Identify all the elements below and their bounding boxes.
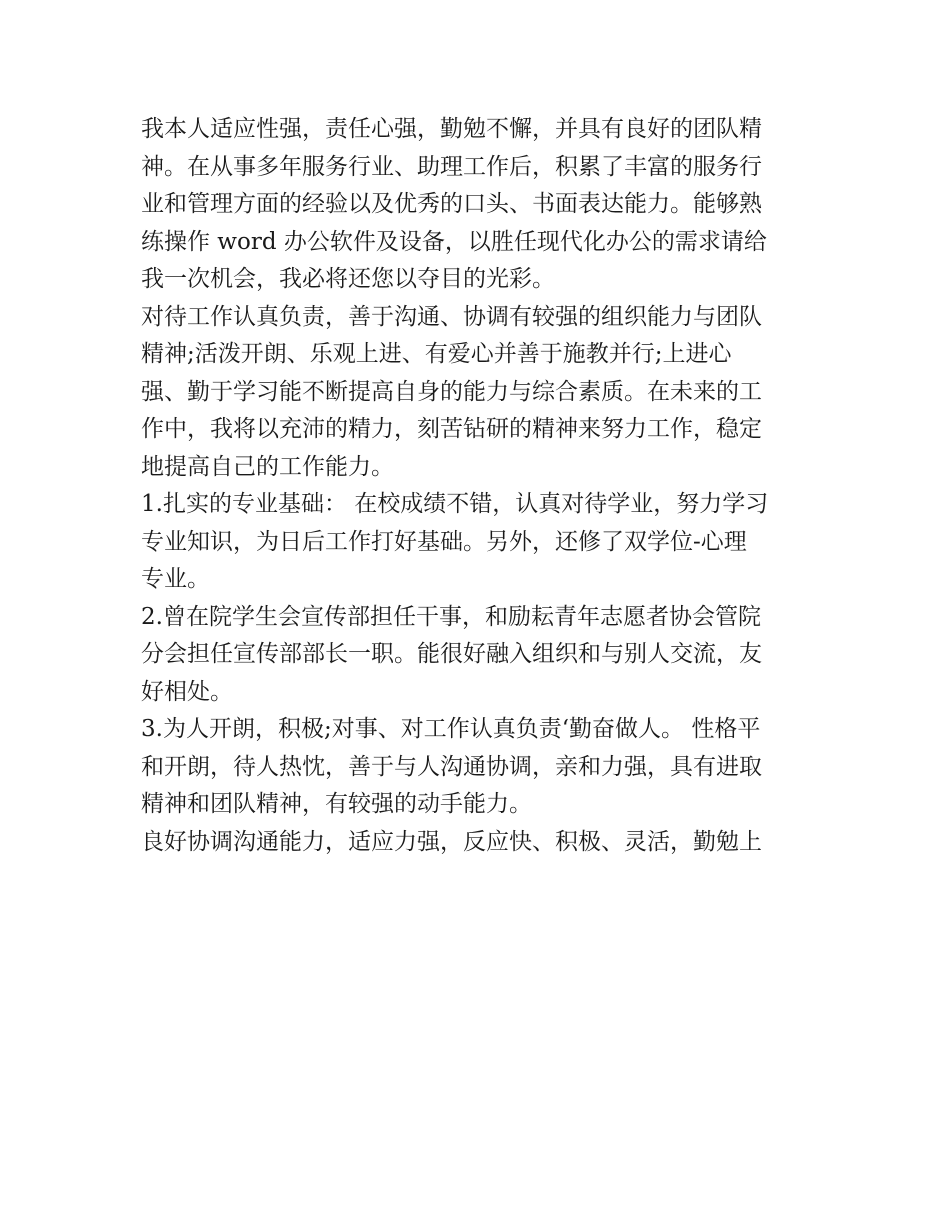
text-line: 3.为人开朗，积极;对事、对工作认真负责‘勤奋做人。 性格平 [141, 716, 761, 742]
paragraph-3 [141, 486, 821, 599]
document-body [141, 111, 821, 861]
text-line: 专业知识，为日后工作打好基础。另外，还修了双学位-心理 [141, 528, 747, 555]
text-line: 1.扎实的专业基础： 在校成绩不错，认真对待学业，努力学习 [141, 491, 769, 517]
paragraph-1 [141, 111, 821, 299]
text-line: 对待工作认真负责，善于沟通、协调有较强的组织能力与团队 [141, 303, 762, 330]
paragraph-2 [141, 299, 821, 487]
text-line: 我本人适应性强，责任心强，勤勉不懈，并具有良好的团队精 [141, 116, 762, 142]
text-line: 精神和团队精神，有较强的动手能力。 [141, 791, 532, 817]
paragraph-4 [141, 599, 821, 712]
paragraph-5 [141, 711, 821, 824]
text-line: 神。在从事多年服务行业、助理工作后，积累了丰富的服务行 [141, 153, 762, 180]
text-line: 好相处。 [141, 678, 233, 705]
text-line: 地提高自己的工作能力。 [141, 453, 394, 480]
text-line: 作中，我将以充沛的精力，刻苦钻研的精神来努力工作，稳定 [141, 416, 762, 442]
text-line: 良好协调沟通能力，适应力强，反应快、积极、灵活，勤勉上 [141, 828, 762, 855]
text-line: 精神;活泼开朗、乐观上进、有爱心并善于施教并行;上进心 [141, 341, 732, 367]
text-line: 分会担任宣传部部长一职。能很好融入组织和与别人交流，友 [141, 641, 762, 667]
paragraph-6 [141, 824, 821, 862]
text-line: 2.曾在院学生会宣传部担任干事，和励耘青年志愿者协会管院 [141, 603, 761, 630]
text-line: 我一次机会，我必将还您以夺目的光彩。 [141, 266, 555, 292]
text-line: 练操作 word 办公软件及设备，以胜任现代化办公的需求请给 [141, 228, 767, 255]
text-line: 业和管理方面的经验以及优秀的口头、书面表达能力。能够熟 [141, 191, 762, 217]
text-line: 强、勤于学习能不断提高自身的能力与综合素质。在未来的工 [141, 378, 762, 405]
text-line: 专业。 [141, 566, 210, 592]
text-line: 和开朗，待人热忱，善于与人沟通协调，亲和力强，具有进取 [141, 753, 762, 780]
